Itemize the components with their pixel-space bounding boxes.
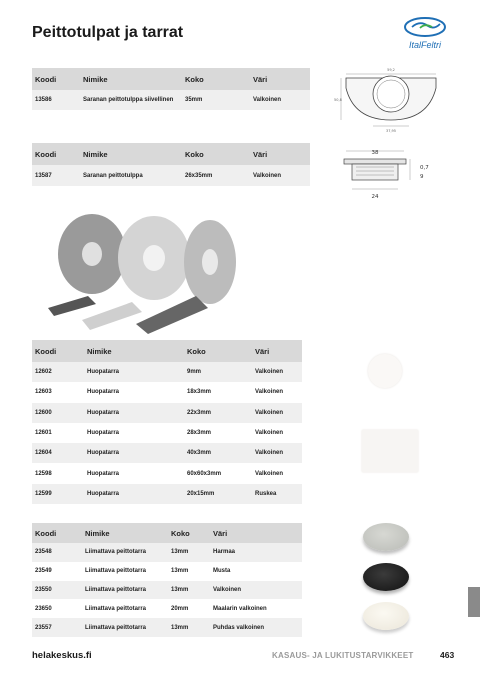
cell-code: 23548: [32, 543, 82, 562]
cell-code: 12598: [35, 470, 52, 477]
table-row: [32, 90, 310, 110]
footer-section-title: KASAUS- JA LUKITUSTARVIKKEET: [272, 651, 414, 660]
column-header-name: Nimike: [80, 68, 182, 90]
dim-bottom: 24: [371, 194, 379, 200]
table-row: [32, 403, 302, 423]
brand-logo: [390, 14, 460, 54]
product-table-3: [32, 340, 302, 504]
cell-code: 23550: [32, 581, 82, 600]
cell-name: Huopatarra: [84, 484, 184, 504]
table-row: [32, 599, 302, 618]
cell-size: 35mm: [182, 90, 250, 110]
cell-color: Puhdas valkoinen: [210, 618, 302, 637]
column-header-color: Väri: [210, 523, 302, 543]
cell-name: Liimattava peittotarra: [82, 618, 168, 637]
dim-width: 59,2: [387, 68, 395, 72]
cell-code: 12604: [32, 443, 84, 463]
hinge-cover-drawing: [332, 145, 450, 205]
cell-size: 28x3mm: [187, 430, 212, 437]
column-header-size: Koko: [168, 523, 210, 543]
column-header-name: Nimike: [80, 143, 182, 165]
cell-color: Ruskea: [252, 484, 302, 504]
product-table-4: [32, 523, 302, 637]
cell-code: 13587: [32, 165, 80, 186]
cell-color: Valkoinen: [255, 430, 284, 437]
cell-code: 12602: [32, 362, 84, 382]
dim-flange: 0,7: [420, 165, 429, 171]
cell-size: 13mm: [168, 543, 210, 562]
cell-color: Valkoinen: [210, 581, 302, 600]
column-header-color: Väri: [250, 68, 310, 90]
column-header-size: Koko: [184, 340, 252, 362]
table-row: [32, 362, 302, 382]
footer-website: helakeskus.fi: [32, 650, 92, 661]
table-row: [32, 165, 310, 186]
table-row: [32, 463, 302, 483]
column-header-code: Koodi: [32, 340, 84, 362]
cell-name: Huopatarra: [84, 443, 184, 463]
page-number: 463: [440, 650, 455, 660]
cell-code: 12600: [32, 403, 84, 423]
dim-depth: 9: [420, 174, 424, 180]
cell-size: 13mm: [168, 581, 210, 600]
cell-color: Valkoinen: [250, 165, 310, 186]
table-row: [32, 484, 302, 504]
dim-top: 38: [371, 150, 379, 156]
black-cover-sticker-image: [363, 563, 409, 591]
hinge-cover-wing-drawing: [332, 62, 450, 134]
cell-color: Maalarin valkoinen: [213, 605, 267, 612]
cell-code: 12599: [32, 484, 84, 504]
cell-name: Huopatarra: [87, 470, 120, 477]
cell-size: 40x3mm: [184, 443, 252, 463]
column-header-size: Koko: [182, 143, 250, 165]
felt-pad-image: [362, 430, 418, 472]
cell-color: Valkoinen: [252, 362, 302, 382]
table-row: [32, 581, 302, 600]
dim-height: 50,8: [334, 98, 342, 102]
cell-color: Valkoinen: [252, 443, 302, 463]
cell-size: 26x35mm: [182, 165, 250, 186]
cell-color: Valkoinen: [255, 389, 284, 396]
table-row: [32, 618, 302, 637]
cell-code: 23549: [35, 568, 52, 575]
table-row: [32, 382, 302, 402]
cell-name: Huopatarra: [84, 362, 184, 382]
felt-tape-rolls-image: [44, 212, 236, 336]
column-header-code: Koodi: [32, 68, 80, 90]
column-header-size: Koko: [182, 68, 250, 90]
cell-size: 13mm: [171, 568, 189, 575]
svg-text:ItalFeltri: ItalFeltri: [408, 40, 442, 50]
white-cover-sticker-image: [363, 602, 409, 630]
dim-diameter: 37,95: [385, 129, 397, 133]
cell-color: Valkoinen: [255, 470, 284, 477]
cell-name: Liimattava peittotarra: [85, 605, 147, 612]
cell-name: Liimattava peittotarra: [82, 543, 168, 562]
table-row: [32, 443, 302, 463]
section-side-tab: [468, 587, 480, 617]
product-table-2: [32, 143, 310, 186]
cell-code: 12603: [35, 389, 52, 396]
column-header-name: Nimike: [82, 523, 168, 543]
cell-code: 23557: [32, 618, 82, 637]
cell-code: 23650: [35, 605, 52, 612]
cell-size: 13mm: [168, 618, 210, 637]
column-header-name: Nimike: [84, 340, 184, 362]
cell-name: Huopatarra: [87, 389, 120, 396]
cell-name: Huopatarra: [84, 403, 184, 423]
cell-size: 18x3mm: [187, 389, 212, 396]
column-header-color: Väri: [250, 143, 310, 165]
cell-size: 22x3mm: [184, 403, 252, 423]
cell-size: 9mm: [184, 362, 252, 382]
cell-size: 20x15mm: [184, 484, 252, 504]
cell-size: 20mm: [171, 605, 189, 612]
cell-color: Valkoinen: [250, 90, 310, 110]
cell-name: Liimattava peittotarra: [82, 581, 168, 600]
felt-dot-image: [368, 354, 402, 388]
column-header-code: Koodi: [32, 523, 82, 543]
table-row: [32, 423, 302, 443]
cell-code: 12601: [35, 430, 52, 437]
table-row: [32, 543, 302, 562]
cell-name: Huopatarra: [87, 430, 120, 437]
product-table-1: [32, 68, 310, 110]
cell-name: Liimattava peittotarra: [85, 568, 147, 575]
table-row: [32, 562, 302, 581]
column-header-code: Koodi: [32, 143, 80, 165]
cell-size: 60x60x3mm: [187, 470, 222, 477]
page-title: Peittotulpat ja tarrat: [32, 24, 184, 41]
cell-color: Valkoinen: [252, 403, 302, 423]
cell-code: 13586: [32, 90, 80, 110]
cell-name: Saranan peittotulppa siivellinen: [80, 90, 182, 110]
column-header-color: Väri: [252, 340, 302, 362]
cell-color: Harmaa: [210, 543, 302, 562]
grey-cover-sticker-image: [363, 523, 409, 551]
cell-name: Saranan peittotulppa: [80, 165, 182, 186]
cell-color: Musta: [213, 568, 231, 575]
